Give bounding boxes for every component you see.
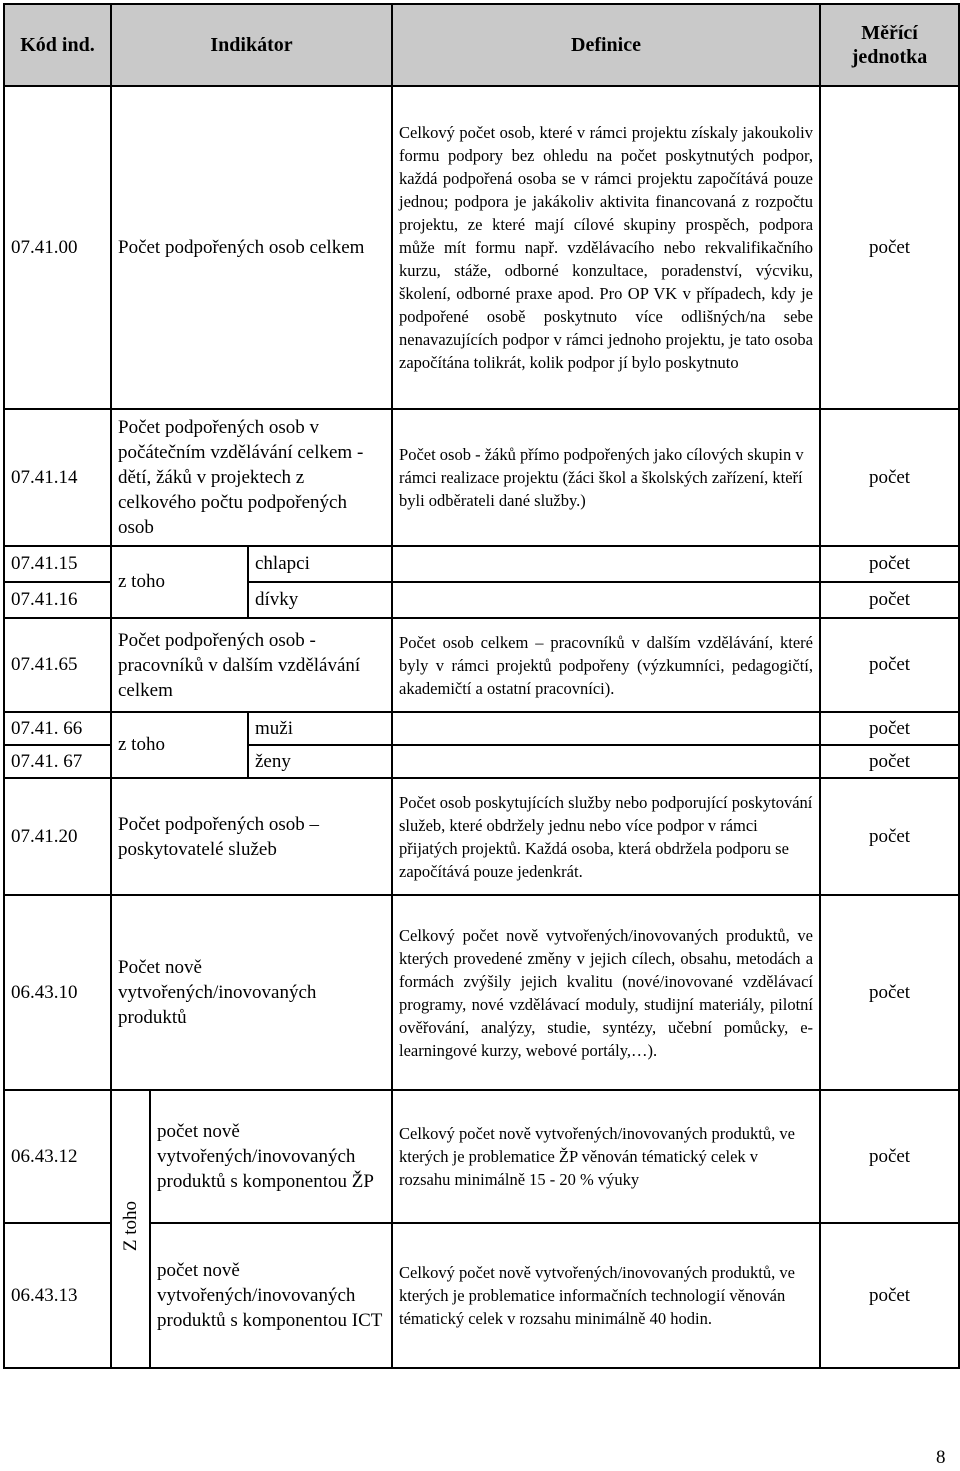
- indicator-definition-empty: [392, 546, 820, 582]
- header-code: Kód ind.: [4, 4, 111, 86]
- indicator-definition: Počet osob poskytujících služby nebo podporující poskytování služeb, které obdržely jednu nebo více podpor v rámci přijatých projektů. Každá osoba, která obdržela podporu se započítává pouze jedenkrát.: [392, 778, 820, 895]
- measurement-unit: počet: [820, 1090, 959, 1223]
- indicator-code: 06.43.12: [4, 1090, 111, 1223]
- indicator-name: Počet podpořených osob celkem: [111, 86, 392, 409]
- indicator-definition: Celkový počet nově vytvořených/inovovaných produktů, ve kterých je problematice informačních technologií věnován tématický celek v rozsahu minimálně 40 hodin.: [392, 1223, 820, 1368]
- subgroup-item: počet nově vytvořených/inovovaných produktů s komponentou ŽP: [150, 1090, 392, 1223]
- table-row: [4, 86, 959, 409]
- indicator-code: 07.41. 66: [4, 712, 111, 745]
- subgroup-item: muži: [248, 712, 392, 745]
- indicator-code: 07.41.20: [4, 778, 111, 895]
- indicator-code: 07.41.14: [4, 409, 111, 546]
- header-unit: Měřící jednotka: [820, 4, 959, 86]
- indicator-name: Počet podpořených osob v počátečním vzdělávání celkem - dětí, žáků v projektech z celkového počtu podpořených osob: [111, 409, 392, 546]
- measurement-unit: počet: [820, 712, 959, 745]
- table-row: [4, 546, 959, 582]
- indicator-code: 07.41.00: [4, 86, 111, 409]
- table-row: [4, 778, 959, 895]
- subgroup-item: dívky: [248, 582, 392, 618]
- table-row: [4, 1090, 959, 1223]
- indicator-definition-empty: [392, 745, 820, 778]
- indicator-definition: Celkový počet osob, které v rámci projektu získaly jakoukoliv formu podpory bez ohledu na počet poskytnutých podpor, každá podpořená osoba se v rámci projektu započítává pouze jednou; podpora je jakákoliv aktivita financovaná z rozpočtu projektu, ze které mají cílové skupiny prospěch, podpora může mít formu např. vzdělávacího nebo rekvalifikačního kurzu, stáže, odborné konzultace, poradenství, výcviku, školení, odborné praxe apod. Pro OP VK v případech, kdy je podpořené osobě poskytnuto více odlišných/na sebe nenavazujících podpor v rámci jednoho projektu, je tato osoba započítána tolikrát, kolik podpor jí bylo poskytnuto: [392, 86, 820, 409]
- indicator-code: 07.41.65: [4, 618, 111, 712]
- measurement-unit: počet: [820, 895, 959, 1090]
- header-indicator: Indikátor: [111, 4, 392, 86]
- indicator-name: Počet podpořených osob – poskytovatelé služeb: [111, 778, 392, 895]
- indicator-definition: Celkový počet nově vytvořených/inovovaných produktů, ve kterých provedené změny v jejich cílech, obsahu, metodách a formách zvýšily jejich kvalitu (nové/inovované vzdělávací programy, nové vzdělávací moduly, studijní materiály, pilotní ověřování, analýzy, studie, syntézy, učební pomůcky, e-learningové kurzy, webové portály,…).: [392, 895, 820, 1090]
- measurement-unit: počet: [820, 1223, 959, 1368]
- measurement-unit: počet: [820, 409, 959, 546]
- measurement-unit: počet: [820, 618, 959, 712]
- indicator-definition: Celkový počet nově vytvořených/inovovaných produktů, ve kterých je problematice ŽP věnován tématický celek v rozsahu minimálně 15 - 20 % výuky: [392, 1090, 820, 1223]
- indicator-definition: Počet osob celkem – pracovníků v dalším vzdělávání, které byly v rámci projektů podpořeny (výzkumníci, pedagogičtí, akademičtí a ostatní pracovníci).: [392, 618, 820, 712]
- indicator-definition-empty: [392, 582, 820, 618]
- table-row: [4, 712, 959, 745]
- indicator-name: Počet podpořených osob - pracovníků v dalším vzdělávání celkem: [111, 618, 392, 712]
- measurement-unit: počet: [820, 778, 959, 895]
- subgroup-label: Z toho: [119, 1200, 141, 1252]
- measurement-unit: počet: [820, 582, 959, 618]
- indicator-code: 07.41.16: [4, 582, 111, 618]
- indicator-code: 07.41. 67: [4, 745, 111, 778]
- subgroup-item: ženy: [248, 745, 392, 778]
- measurement-unit: počet: [820, 745, 959, 778]
- header-definition: Definice: [392, 4, 820, 86]
- page-number: 8: [936, 1447, 946, 1468]
- measurement-unit: počet: [820, 86, 959, 409]
- indicator-definition-empty: [392, 712, 820, 745]
- indicator-table: [3, 3, 960, 1369]
- table-row: [4, 895, 959, 1090]
- indicator-name: Počet nově vytvořených/inovovaných produktů: [111, 895, 392, 1090]
- indicator-definition: Počet osob - žáků přímo podpořených jako cílových skupin v rámci realizace projektu (žáci škol a školských zařízení, kteří byli odběrateli dané služby.): [392, 409, 820, 546]
- header-row: [4, 4, 959, 86]
- subgroup-item: počet nově vytvořených/inovovaných produktů s komponentou ICT: [150, 1223, 392, 1368]
- subgroup-item: chlapci: [248, 546, 392, 582]
- subgroup-label-cell: [111, 1090, 150, 1368]
- table-row: [4, 409, 959, 546]
- indicator-code: 06.43.13: [4, 1223, 111, 1368]
- indicator-code: 07.41.15: [4, 546, 111, 582]
- subgroup-label: z toho: [111, 546, 248, 618]
- table-row: [4, 618, 959, 712]
- subgroup-label: z toho: [111, 712, 248, 778]
- measurement-unit: počet: [820, 546, 959, 582]
- indicator-code: 06.43.10: [4, 895, 111, 1090]
